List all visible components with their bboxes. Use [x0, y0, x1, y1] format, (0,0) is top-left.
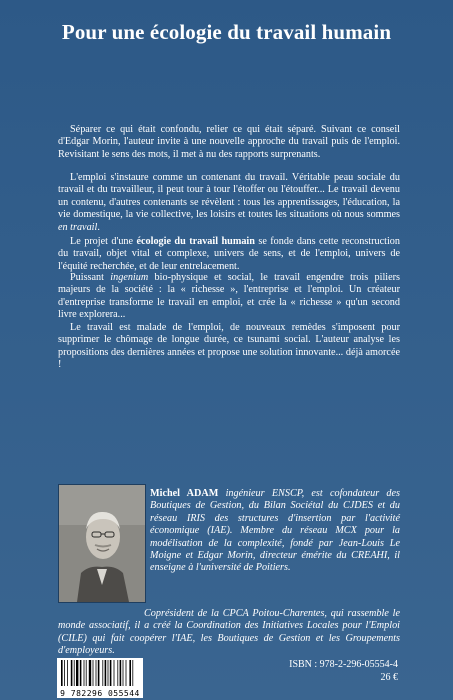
paragraph-4-start: Puissant [70, 272, 111, 283]
author-portrait-image [59, 485, 145, 602]
author-bio-first-text: ingénieur ENSCP, est cofondateur des Boutiques de Gestion, du Bilan Sociétal du CJDES et du réseau IRIS des structures d'insertion par l'activité économique (IAE). Membre du réseau MCX pour la modélisation de la complexité, fondé par Jean-Louis Le Moigne et Edgar Morin, directeur émérite du CREAHI, il enseigne à l'université de Poitiers. [150, 488, 400, 574]
paragraph-2-italic: en travail [58, 221, 98, 233]
paragraph-3-bold: écologie du travail humain [136, 236, 255, 247]
paragraph-5-text: Le travail est malade de l'emploi, de nouveaux remèdes s'imposent pour supprimer le chômage de longue durée, ce tsunami social. L'auteur analyse les propositions des dernières années et propose une solution innovante... déjà amorcée ! [58, 322, 400, 371]
paragraph-5 [58, 322, 400, 372]
isbn: ISBN : 978-2-296-05554-4 [289, 659, 398, 670]
price: 26 € [380, 672, 398, 683]
author-bio-second: Coprésident de la CPCA Poitou-Charentes, qui rassemble le monde associatif, il a créé la Coordination des Initiatives Locales pour l'Emploi (CILE) qui fait coopérer l'IAE, les Boutiques de Gestion et les Groupements d'employeurs. [58, 608, 400, 657]
paragraph-3-start: Le projet d'une [70, 236, 137, 247]
paragraph-4 [58, 272, 400, 322]
paragraph-3-end: se fonde dans cette reconstruction du travail, objet vital et complexe, univers de sens, et de l'emploi, univers de l'équité recherchée, et de leur entrelacement. [58, 236, 400, 272]
barcode-bars-icon [57, 658, 143, 688]
author-name: Michel ADAM [150, 488, 219, 499]
paragraph-4-end: bio-physique et social, le travail engendre trois piliers majeurs de la société : la « richesse », l'entreprise et l'emploi. Un créateur d'entreprise transforme le travail en emploi, et crée la « richesse » qu'un second livre explorera... [58, 272, 400, 321]
paragraph-4-italic: ingenium [110, 272, 149, 283]
barcode-number: 9 782296 055544 [60, 689, 140, 698]
paragraph-3 [58, 236, 400, 273]
paragraph-2 [58, 172, 400, 234]
paragraph-2-text: L'emploi s'instaure comme un contenant du travail. Véritable peau sociale du travail et du travailleur, il peut tour à tour l'étoffer ou l'étouffer... Le travail devenu un contenu, d'autres contenants se révèlent : tous les apprentissages, l'éducation, la vie domestique, la vie collective, les loisirs et toutes les situations où nous sommes [58, 172, 400, 221]
book-title: Pour une écologie du travail humain [61, 20, 392, 44]
author-bio-first [150, 488, 400, 575]
author-photo [58, 484, 146, 603]
paragraph-1-text: Séparer ce qui était confondu, relier ce qui était séparé. Suivant ce conseil d'Edgar Morin, l'auteur invite à une nouvelle approche du travail puis de l'emploi. Revisitant le sens des mots, il met à nu des rapports surprenants. [58, 124, 400, 160]
paragraph-1 [58, 124, 400, 161]
paragraph-2-end: . [97, 221, 100, 233]
barcode [57, 658, 143, 698]
